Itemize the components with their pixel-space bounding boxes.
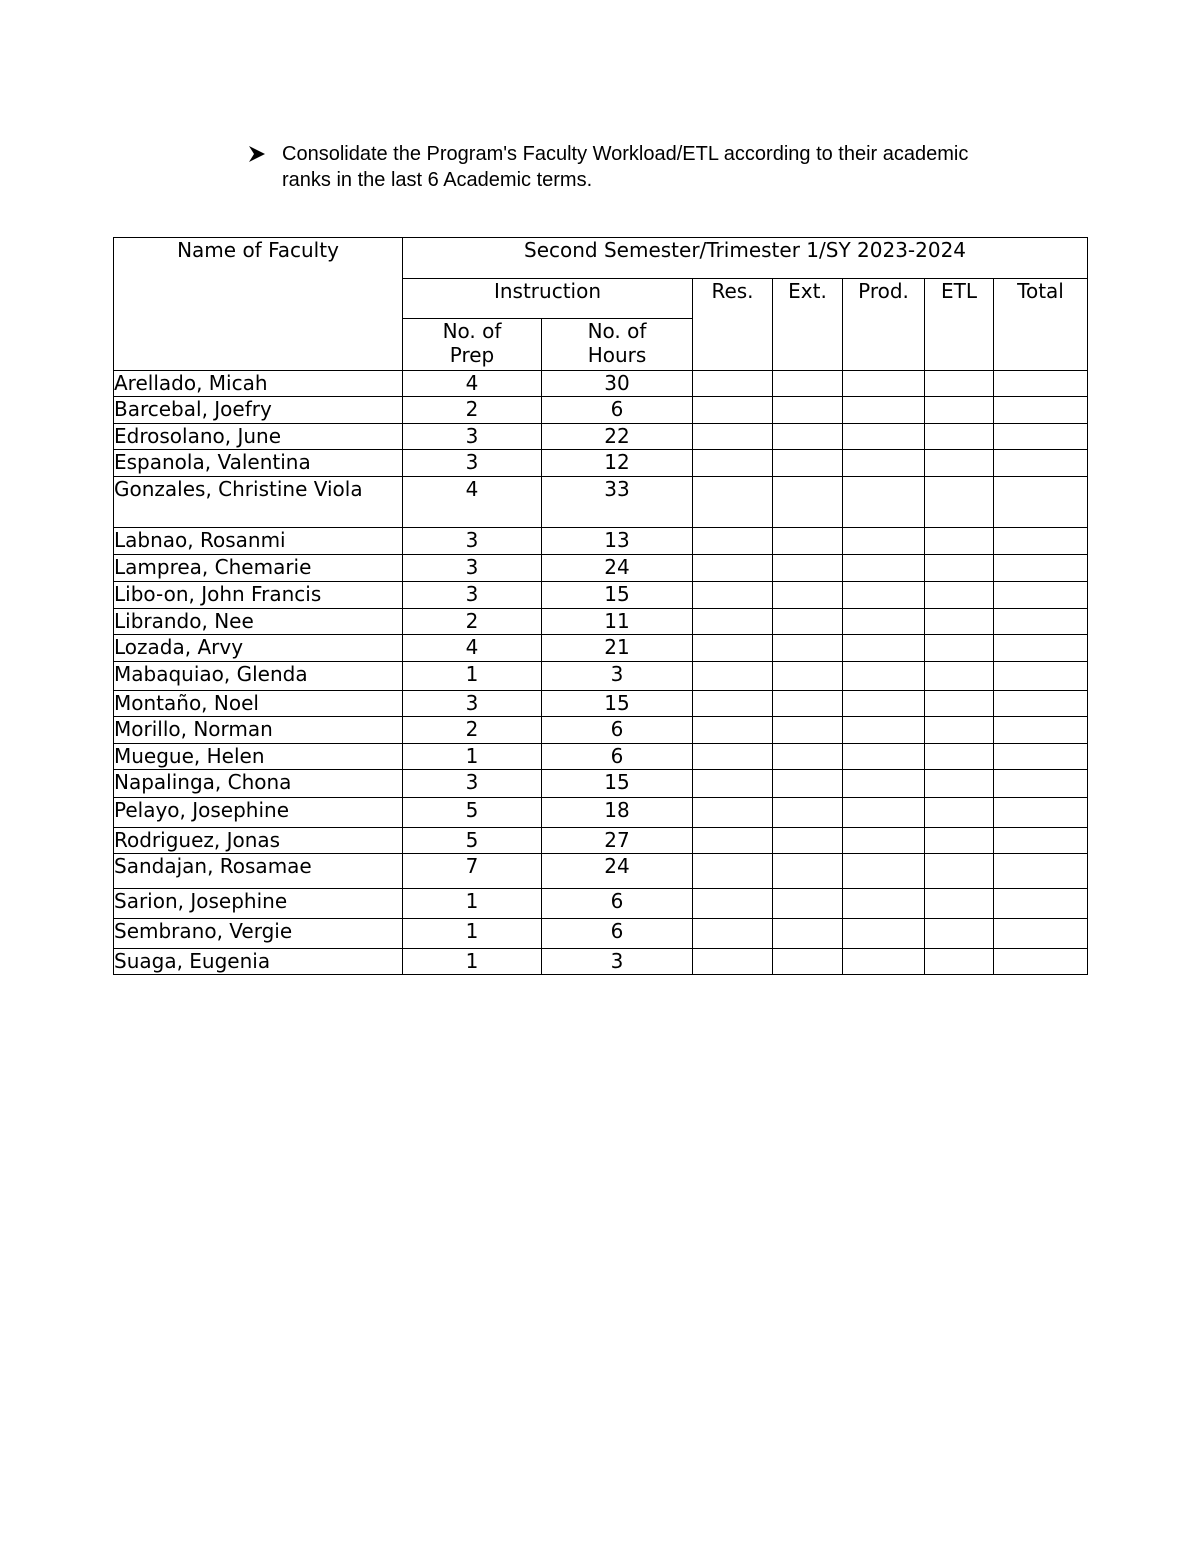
res-cell (693, 889, 773, 919)
hours-count-cell: 30 (542, 371, 693, 397)
table-body (114, 371, 1088, 975)
res-cell (693, 744, 773, 770)
faculty-name-cell: Mabaquiao, Glenda (114, 662, 403, 691)
res-cell (693, 450, 773, 477)
etl-cell (925, 397, 994, 424)
instruction-line-2: ranks in the last 6 Academic terms. (282, 169, 593, 191)
prep-count-cell: 1 (403, 889, 542, 919)
etl-cell (925, 717, 994, 744)
total-cell (994, 854, 1088, 889)
ext-cell (773, 744, 843, 770)
table-row (114, 450, 1088, 477)
etl-cell (925, 662, 994, 691)
header-etl: ETL (925, 279, 994, 371)
ext-cell (773, 889, 843, 919)
prep-count-cell: 1 (403, 949, 542, 975)
table-row (114, 371, 1088, 397)
prep-count-cell: 4 (403, 635, 542, 662)
etl-cell (925, 555, 994, 582)
etl-cell (925, 798, 994, 828)
res-cell (693, 828, 773, 854)
hours-count-cell: 6 (542, 397, 693, 424)
header-ext: Ext. (773, 279, 843, 371)
ext-cell (773, 450, 843, 477)
instruction-paragraph (246, 141, 1046, 193)
res-cell (693, 691, 773, 717)
header-no-of-hours (542, 319, 693, 371)
total-cell (994, 477, 1088, 528)
faculty-name-cell: Edrosolano, June (114, 424, 403, 450)
etl-cell (925, 828, 994, 854)
hours-count-cell: 15 (542, 582, 693, 609)
prod-cell (843, 424, 925, 450)
table-row (114, 717, 1088, 744)
prep-count-cell: 3 (403, 555, 542, 582)
etl-cell (925, 889, 994, 919)
prep-count-cell: 3 (403, 582, 542, 609)
faculty-name-cell: Morillo, Norman (114, 717, 403, 744)
hours-count-cell: 11 (542, 609, 693, 635)
header-prod: Prod. (843, 279, 925, 371)
ext-cell (773, 828, 843, 854)
res-cell (693, 397, 773, 424)
etl-cell (925, 691, 994, 717)
header-term: Second Semester/Trimester 1/SY 2023-2024 (403, 238, 1088, 279)
etl-cell (925, 770, 994, 798)
header-no-of-prep (403, 319, 542, 371)
header-instruction: Instruction (403, 279, 693, 319)
prep-count-cell: 3 (403, 424, 542, 450)
table-row (114, 424, 1088, 450)
etl-cell (925, 635, 994, 662)
faculty-name-cell: Sembrano, Vergie (114, 919, 403, 949)
prod-cell (843, 828, 925, 854)
faculty-name-cell: Gonzales, Christine Viola (114, 477, 403, 528)
etl-cell (925, 919, 994, 949)
res-cell (693, 477, 773, 528)
prep-count-cell: 7 (403, 854, 542, 889)
hours-count-cell: 15 (542, 770, 693, 798)
prod-cell (843, 397, 925, 424)
header-name-of-faculty: Name of Faculty (114, 238, 403, 371)
ext-cell (773, 582, 843, 609)
prod-cell (843, 450, 925, 477)
res-cell (693, 635, 773, 662)
etl-cell (925, 528, 994, 555)
res-cell (693, 662, 773, 691)
prep-count-cell: 1 (403, 662, 542, 691)
header-prep-line-2: Prep (449, 343, 495, 367)
res-cell (693, 854, 773, 889)
etl-cell (925, 854, 994, 889)
hours-count-cell: 24 (542, 854, 693, 889)
faculty-name-cell: Rodriguez, Jonas (114, 828, 403, 854)
table-row (114, 477, 1088, 528)
table-row (114, 889, 1088, 919)
ext-cell (773, 424, 843, 450)
prep-count-cell: 3 (403, 528, 542, 555)
header-total: Total (994, 279, 1088, 371)
total-cell (994, 662, 1088, 691)
ext-cell (773, 609, 843, 635)
table-row (114, 662, 1088, 691)
res-cell (693, 717, 773, 744)
faculty-name-cell: Napalinga, Chona (114, 770, 403, 798)
etl-cell (925, 450, 994, 477)
etl-cell (925, 582, 994, 609)
header-hours-line-1: No. of (587, 319, 647, 343)
faculty-name-cell: Librando, Nee (114, 609, 403, 635)
total-cell (994, 635, 1088, 662)
total-cell (994, 949, 1088, 975)
ext-cell (773, 919, 843, 949)
res-cell (693, 798, 773, 828)
table-row (114, 744, 1088, 770)
hours-count-cell: 24 (542, 555, 693, 582)
prod-cell (843, 635, 925, 662)
prod-cell (843, 528, 925, 555)
hours-count-cell: 33 (542, 477, 693, 528)
res-cell (693, 555, 773, 582)
header-res: Res. (693, 279, 773, 371)
etl-cell (925, 424, 994, 450)
ext-cell (773, 770, 843, 798)
faculty-name-cell: Lozada, Arvy (114, 635, 403, 662)
prod-cell (843, 889, 925, 919)
faculty-name-cell: Sandajan, Rosamae (114, 854, 403, 889)
prod-cell (843, 717, 925, 744)
prep-count-cell: 4 (403, 371, 542, 397)
table-row (114, 854, 1088, 889)
table-row (114, 635, 1088, 662)
prep-count-cell: 1 (403, 919, 542, 949)
total-cell (994, 744, 1088, 770)
ext-cell (773, 555, 843, 582)
prod-cell (843, 949, 925, 975)
hours-count-cell: 21 (542, 635, 693, 662)
ext-cell (773, 691, 843, 717)
hours-count-cell: 6 (542, 889, 693, 919)
total-cell (994, 371, 1088, 397)
prep-count-cell: 2 (403, 397, 542, 424)
table-row (114, 528, 1088, 555)
total-cell (994, 450, 1088, 477)
hours-count-cell: 18 (542, 798, 693, 828)
prod-cell (843, 555, 925, 582)
hours-count-cell: 3 (542, 662, 693, 691)
ext-cell (773, 635, 843, 662)
total-cell (994, 609, 1088, 635)
hours-count-cell: 6 (542, 717, 693, 744)
table-row (114, 770, 1088, 798)
etl-cell (925, 609, 994, 635)
res-cell (693, 424, 773, 450)
res-cell (693, 371, 773, 397)
prod-cell (843, 798, 925, 828)
header-prep-line-1: No. of (442, 319, 502, 343)
table-row (114, 582, 1088, 609)
prod-cell (843, 919, 925, 949)
etl-cell (925, 744, 994, 770)
hours-count-cell: 13 (542, 528, 693, 555)
total-cell (994, 424, 1088, 450)
hours-count-cell: 12 (542, 450, 693, 477)
faculty-name-cell: Muegue, Helen (114, 744, 403, 770)
table-row (114, 919, 1088, 949)
total-cell (994, 582, 1088, 609)
total-cell (994, 828, 1088, 854)
hours-count-cell: 27 (542, 828, 693, 854)
faculty-name-cell: Arellado, Micah (114, 371, 403, 397)
ext-cell (773, 854, 843, 889)
etl-cell (925, 371, 994, 397)
prep-count-cell: 3 (403, 770, 542, 798)
header-hours-line-2: Hours (587, 343, 647, 367)
ext-cell (773, 528, 843, 555)
faculty-name-cell: Lamprea, Chemarie (114, 555, 403, 582)
faculty-name-cell: Libo-on, John Francis (114, 582, 403, 609)
res-cell (693, 609, 773, 635)
prod-cell (843, 662, 925, 691)
instruction-line-1: Consolidate the Program's Faculty Workload/ETL according to their academic (282, 143, 969, 165)
table-row (114, 555, 1088, 582)
prep-count-cell: 1 (403, 744, 542, 770)
etl-cell (925, 949, 994, 975)
ext-cell (773, 798, 843, 828)
table-row (114, 609, 1088, 635)
total-cell (994, 397, 1088, 424)
prod-cell (843, 744, 925, 770)
table-row (114, 798, 1088, 828)
total-cell (994, 717, 1088, 744)
prod-cell (843, 609, 925, 635)
ext-cell (773, 662, 843, 691)
prep-count-cell: 5 (403, 828, 542, 854)
prep-count-cell: 3 (403, 691, 542, 717)
prod-cell (843, 371, 925, 397)
total-cell (994, 528, 1088, 555)
prep-count-cell: 3 (403, 450, 542, 477)
res-cell (693, 770, 773, 798)
ext-cell (773, 371, 843, 397)
faculty-name-cell: Montaño, Noel (114, 691, 403, 717)
table-row (114, 691, 1088, 717)
res-cell (693, 582, 773, 609)
hours-count-cell: 3 (542, 949, 693, 975)
hours-count-cell: 6 (542, 919, 693, 949)
hours-count-cell: 6 (542, 744, 693, 770)
prod-cell (843, 770, 925, 798)
faculty-workload-table (113, 237, 1088, 975)
faculty-name-cell: Pelayo, Josephine (114, 798, 403, 828)
ext-cell (773, 949, 843, 975)
prep-count-cell: 2 (403, 717, 542, 744)
total-cell (994, 770, 1088, 798)
prep-count-cell: 5 (403, 798, 542, 828)
total-cell (994, 798, 1088, 828)
total-cell (994, 919, 1088, 949)
prep-count-cell: 4 (403, 477, 542, 528)
hours-count-cell: 22 (542, 424, 693, 450)
ext-cell (773, 477, 843, 528)
prod-cell (843, 691, 925, 717)
faculty-name-cell: Labnao, Rosanmi (114, 528, 403, 555)
res-cell (693, 528, 773, 555)
total-cell (994, 691, 1088, 717)
faculty-name-cell: Espanola, Valentina (114, 450, 403, 477)
prod-cell (843, 477, 925, 528)
hours-count-cell: 15 (542, 691, 693, 717)
faculty-name-cell: Sarion, Josephine (114, 889, 403, 919)
res-cell (693, 919, 773, 949)
ext-cell (773, 397, 843, 424)
faculty-name-cell: Barcebal, Joefry (114, 397, 403, 424)
etl-cell (925, 477, 994, 528)
total-cell (994, 555, 1088, 582)
arrowhead-bullet-icon (246, 141, 268, 167)
prod-cell (843, 854, 925, 889)
table-row (114, 949, 1088, 975)
table-row (114, 397, 1088, 424)
ext-cell (773, 717, 843, 744)
table-row (114, 828, 1088, 854)
prod-cell (843, 582, 925, 609)
prep-count-cell: 2 (403, 609, 542, 635)
faculty-name-cell: Suaga, Eugenia (114, 949, 403, 975)
total-cell (994, 889, 1088, 919)
res-cell (693, 949, 773, 975)
